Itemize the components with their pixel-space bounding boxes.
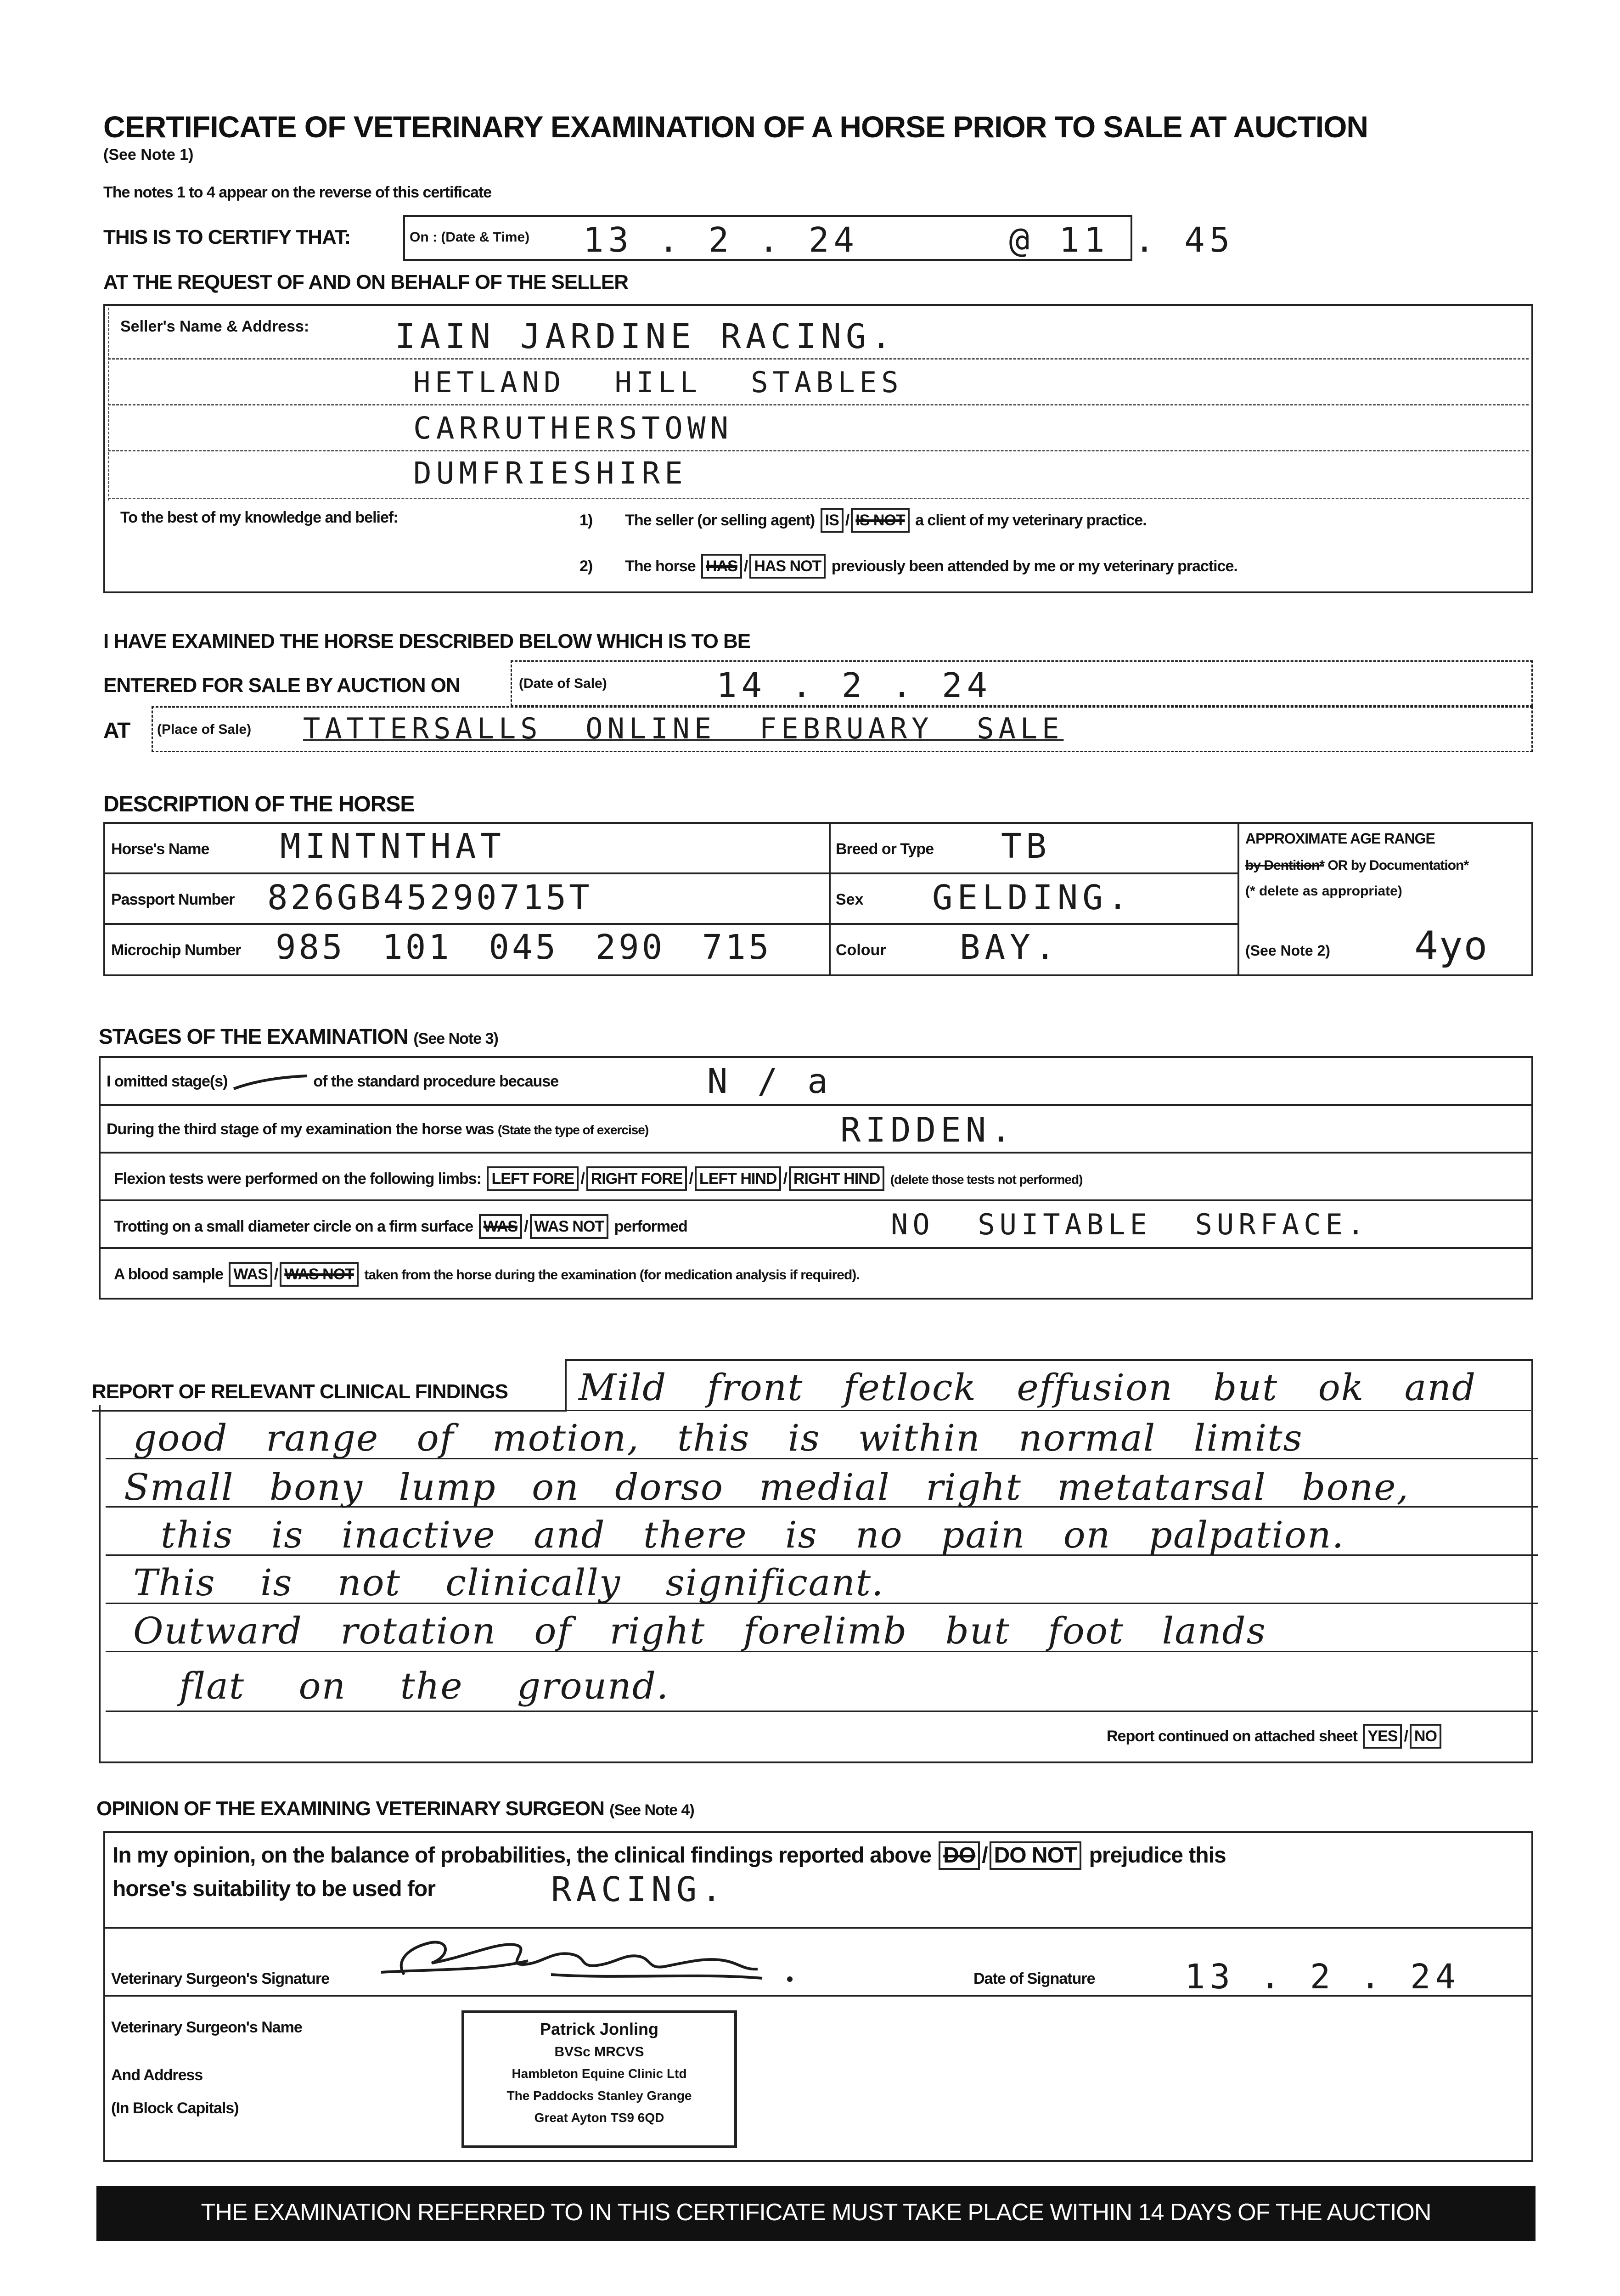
blood-text-b: taken from the horse during the examination (for medication analysis if required). — [364, 1267, 860, 1283]
sex-value: GELDING. — [932, 878, 1133, 917]
see-note-1: (See Note 1) — [103, 146, 194, 163]
opinion-line-2: horse's suitability to be used for — [112, 1877, 435, 1901]
date-of-signature-label: Date of Signature — [973, 1970, 1095, 1987]
exam-date-label: On : (Date & Time) — [410, 230, 530, 245]
statement-2-text-b: previously been attended by me or my veterinary practice. — [831, 557, 1238, 575]
blood-was-not: WAS NOT — [280, 1262, 359, 1287]
stages-divider-2 — [99, 1152, 1533, 1154]
stages-title — [99, 1024, 498, 1049]
blood-text-a: A blood sample — [114, 1266, 223, 1283]
microchip-label: Microchip Number — [111, 941, 241, 959]
option-is-not: IS NOT — [851, 508, 909, 533]
notes-line: The notes 1 to 4 appear on the reverse of this certificate — [103, 184, 492, 201]
statement-1-text-b: a client of my veterinary practice. — [915, 512, 1147, 529]
report-rule-1 — [567, 1410, 1531, 1411]
stages-note: (See Note 3) — [413, 1030, 498, 1047]
at-label: AT — [103, 719, 130, 743]
vet-name-label: Veterinary Surgeon's Name — [111, 2019, 302, 2036]
age-by-dentition: by Dentition* — [1245, 858, 1324, 873]
report-label: REPORT OF RELEVANT CLINICAL FINDINGS — [92, 1380, 508, 1403]
report-line-3: Small bony lump on dorso medial right metatarsal bone, — [124, 1466, 1409, 1508]
age-or: OR — [1328, 858, 1348, 873]
opinion-line-1: In my opinion, on the balance of probabilities, the clinical findings reported above DO / DO NOT prejudice this — [112, 1841, 1226, 1870]
seller-address-2: HETLAND HILL STABLES — [413, 366, 903, 399]
flexion-label: Flexion tests were performed on the following limbs: — [114, 1170, 481, 1187]
statement-1-text-a: The seller (or selling agent) — [625, 512, 815, 529]
stages-title-text: STAGES OF THE EXAMINATION — [99, 1024, 408, 1048]
flexion-right-fore: RIGHT FORE — [586, 1166, 687, 1191]
entered-label: ENTERED FOR SALE BY AUCTION ON — [103, 674, 460, 697]
sex-label: Sex — [836, 891, 864, 908]
opinion-title — [96, 1797, 694, 1820]
desc-col-divider-2 — [1238, 822, 1239, 976]
opinion-text-b: prejudice this — [1089, 1843, 1226, 1868]
seller-line-3 — [108, 450, 1529, 451]
report-label-bottom — [92, 1410, 567, 1412]
stages-divider-3 — [99, 1199, 1533, 1201]
report-line-7: flat on the ground. — [179, 1665, 669, 1707]
report-line-6: Outward rotation of right forelimb but foot lands — [133, 1609, 1266, 1652]
date-of-signature: 13 . 2 . 24 — [1185, 1957, 1461, 1997]
stamp-line-3: Hambleton Equine Clinic Ltd — [512, 2066, 687, 2081]
option-is: IS — [821, 508, 844, 533]
footer-banner-text: THE EXAMINATION REFERRED TO IN THIS CERTIFICATE MUST TAKE PLACE WITHIN 14 DAYS OF THE AUCTION — [201, 2199, 1431, 2226]
omitted-text-a: I omitted stage(s) — [107, 1073, 228, 1090]
signature-label: Veterinary Surgeon's Signature — [111, 1970, 330, 1987]
trot-value: NO SUITABLE SURFACE. — [891, 1208, 1369, 1241]
age-delete-note: (* delete as appropriate) — [1245, 884, 1402, 899]
examined-label: I HAVE EXAMINED THE HORSE DESCRIBED BELOW WHICH IS TO BE — [103, 630, 751, 653]
date-of-sale-label: (Date of Sale) — [519, 676, 607, 691]
trot-label: Trotting on a small diameter circle on a firm surface — [114, 1218, 473, 1235]
stamp-line-4: The Paddocks Stanley Grange — [506, 2088, 692, 2103]
age-by-documentation: by Documentation* — [1350, 858, 1469, 873]
statement-1: 1) The seller (or selling agent) IS / IS NOT a client of my veterinary practice. — [579, 508, 1147, 533]
seller-address-3: CARRUTHERSTOWN — [413, 411, 733, 446]
flexion-row: Flexion tests were performed on the following limbs: LEFT FORE / RIGHT FORE / LEFT HIND / RIGHT HIND (delete those tests not performed) — [114, 1166, 1082, 1191]
trot-was-not: WAS NOT — [530, 1214, 609, 1239]
omitted-text-b: of the standard procedure because — [313, 1073, 559, 1090]
exam-date-time: 13 . 2 . 24 @ 11 . 45 — [583, 220, 1235, 260]
flexion-left-fore: LEFT FORE — [487, 1166, 579, 1191]
flexion-right-hind: RIGHT HIND — [789, 1166, 884, 1191]
flexion-note: (delete those tests not performed) — [890, 1172, 1083, 1187]
opinion-text-a: In my opinion, on the balance of probabilities, the clinical findings reported above — [112, 1843, 931, 1868]
option-has: HAS — [701, 554, 742, 579]
opinion-note: (See Note 4) — [609, 1801, 694, 1819]
place-of-sale-label: (Place of Sale) — [157, 722, 252, 737]
opinion-do: DO — [939, 1841, 980, 1870]
third-stage-row — [107, 1120, 648, 1138]
horse-name-label: Horse's Name — [111, 840, 209, 858]
stages-divider-4 — [99, 1247, 1533, 1249]
flexion-left-hind: LEFT HIND — [695, 1166, 782, 1191]
place-of-sale: TATTERSALLS ONLINE FEBRUARY SALE — [303, 712, 1064, 745]
report-label-border — [565, 1359, 567, 1410]
seller-line-1 — [108, 358, 1529, 360]
trot-performed: performed — [614, 1218, 687, 1235]
age-value: 4yo — [1414, 923, 1489, 969]
breed-label: Breed or Type — [836, 840, 934, 858]
age-options — [1245, 858, 1468, 873]
statement-1-num: 1) — [579, 512, 593, 529]
seller-address-4: DUMFRIESHIRE — [413, 456, 687, 491]
report-continued-label: Report continued on attached sheet — [1107, 1728, 1357, 1745]
third-stage-value: RIDDEN. — [840, 1110, 1016, 1150]
stamp-line-2: BVSc MRCVS — [554, 2044, 644, 2060]
description-title: DESCRIPTION OF THE HORSE — [103, 792, 415, 816]
passport-number: 826GB45290715T — [267, 878, 592, 917]
vet-address-label: And Address — [111, 2066, 203, 2084]
seller-address-1: IAIN JARDINE RACING. — [395, 317, 896, 356]
continued-yes: YES — [1363, 1724, 1402, 1749]
statement-2-num: 2) — [579, 557, 593, 575]
veterinary-signature-image — [377, 1929, 813, 1988]
continued-no: NO — [1410, 1724, 1441, 1749]
knowledge-label: To the best of my knowledge and belief: — [120, 509, 398, 526]
report-line-2: good range of motion, this is within normal limits — [133, 1417, 1303, 1459]
opinion-title-text: OPINION OF THE EXAMINING VETERINARY SURGEON — [96, 1797, 605, 1820]
statement-2: 2) The horse HAS / HAS NOT previously been attended by me or my veterinary practice. — [579, 554, 1238, 579]
seller-label: Seller's Name & Address: — [120, 318, 309, 335]
block-capitals-label: (In Block Capitals) — [111, 2099, 239, 2117]
certificate-title: CERTIFICATE OF VETERINARY EXAMINATION OF A HORSE PRIOR TO SALE AT AUCTION — [103, 110, 1368, 144]
trot-was: WAS — [479, 1214, 522, 1239]
report-line-1: Mild front fetlock effusion but ok and — [579, 1366, 1477, 1409]
option-has-not: HAS NOT — [749, 554, 826, 579]
opinion-do-not: DO NOT — [990, 1841, 1082, 1870]
omitted-tick-mark — [231, 1073, 309, 1092]
colour-value: BAY. — [960, 928, 1060, 967]
passport-label: Passport Number — [111, 891, 235, 908]
statement-2-text-a: The horse — [625, 557, 696, 575]
omitted-row — [107, 1073, 558, 1092]
colour-label: Colour — [836, 941, 886, 959]
omitted-value: N / a — [707, 1062, 832, 1101]
report-continued: Report continued on attached sheet YES / NO — [1107, 1724, 1443, 1749]
horse-name: MINTNTHAT — [280, 827, 506, 866]
age-title: APPROXIMATE AGE RANGE — [1245, 830, 1435, 847]
seller-line-2 — [108, 404, 1529, 405]
third-stage-note: (State the type of exercise) — [497, 1123, 649, 1137]
report-rule-7 — [106, 1711, 1538, 1712]
trot-row: Trotting on a small diameter circle on a firm surface WAS / WAS NOT performed — [114, 1214, 687, 1239]
microchip-number: 985 101 045 290 715 — [276, 928, 772, 967]
opinion-use-value: RACING. — [551, 1870, 726, 1909]
blood-was: WAS — [229, 1262, 272, 1287]
report-line-4: this is inactive and there is no pain on palpation. — [161, 1514, 1345, 1556]
opinion-divider-1 — [103, 1927, 1533, 1929]
third-stage-label: During the third stage of my examination the horse was — [107, 1120, 494, 1138]
stamp-line-1: Patrick Jonling — [540, 2020, 659, 2038]
date-of-sale: 14 . 2 . 24 — [716, 666, 992, 705]
request-label: AT THE REQUEST OF AND ON BEHALF OF THE SELLER — [103, 271, 628, 293]
age-see-note: (See Note 2) — [1245, 942, 1330, 959]
certify-label: THIS IS TO CERTIFY THAT: — [103, 226, 351, 248]
seller-line-4 — [108, 498, 1529, 499]
report-line-5: This is not clinically significant. — [133, 1561, 884, 1604]
desc-row-divider-2 — [103, 923, 1238, 925]
desc-row-divider-1 — [103, 872, 1238, 874]
desc-col-divider-1 — [829, 822, 831, 976]
date-of-sale-box — [511, 660, 1533, 706]
stamp-line-5: Great Ayton TS9 6QD — [534, 2110, 664, 2125]
blood-row: A blood sample WAS / WAS NOT taken from the horse during the examination (for medication analysis if required). — [114, 1262, 860, 1287]
stages-divider-1 — [99, 1104, 1533, 1106]
breed-value: TB — [1001, 827, 1052, 866]
